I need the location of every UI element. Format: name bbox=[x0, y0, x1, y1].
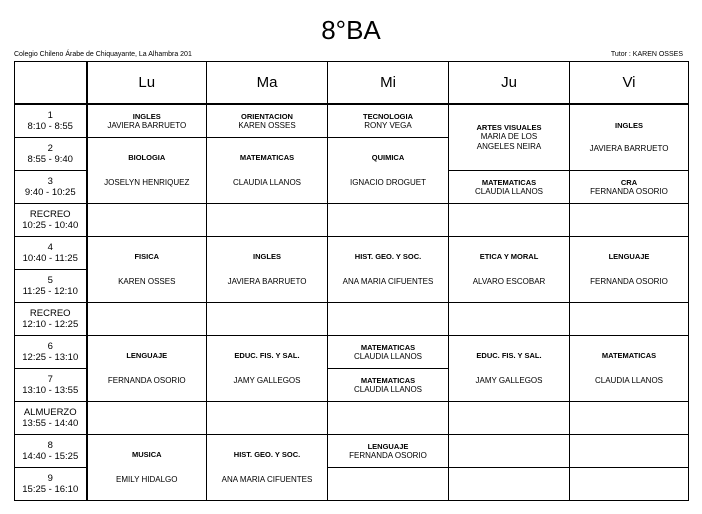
class-cell bbox=[207, 237, 328, 303]
block-time: 9:40 - 10:25 bbox=[24, 187, 76, 198]
teacher-label: JAMY GALLEGOS bbox=[233, 376, 301, 385]
subject-label: LENGUAJE bbox=[608, 252, 650, 261]
teacher-label: ALVARO ESCOBAR bbox=[472, 277, 546, 286]
subject-label: MUSICA bbox=[131, 450, 162, 459]
block-time: 15:25 - 16:10 bbox=[22, 484, 79, 495]
header-row bbox=[15, 62, 689, 105]
class-cell bbox=[570, 171, 689, 204]
class-cell bbox=[328, 336, 449, 369]
subject-label: HIST. GEO. Y SOC. bbox=[354, 252, 422, 261]
empty-cell bbox=[207, 303, 328, 336]
class-cell bbox=[328, 104, 449, 138]
teacher-label: KAREN OSSES bbox=[238, 120, 296, 130]
block-time: 10:25 - 10:40 bbox=[22, 220, 79, 231]
subject-label: QUIMICA bbox=[371, 153, 405, 162]
schedule-table bbox=[14, 61, 689, 501]
class-cell bbox=[87, 336, 207, 402]
class-cell bbox=[449, 171, 570, 204]
subject-label: MATEMATICAS bbox=[239, 153, 295, 162]
teacher-label: FERNANDA OSORIO bbox=[590, 186, 668, 196]
break-label: RECREO bbox=[29, 308, 71, 319]
empty-cell bbox=[449, 204, 570, 237]
teacher-label: ANA MARIA CIFUENTES bbox=[221, 475, 313, 484]
break-label: RECREO bbox=[29, 209, 71, 220]
subject-label: BIOLOGIA bbox=[128, 153, 166, 162]
block-number: 6 bbox=[47, 341, 53, 352]
empty-cell bbox=[328, 468, 449, 501]
table-row bbox=[15, 303, 689, 336]
empty-cell bbox=[87, 402, 207, 435]
subject-label: MATEMATICAS bbox=[360, 342, 416, 352]
block-number: 7 bbox=[47, 374, 53, 385]
empty-cell bbox=[87, 303, 207, 336]
teacher-label: FERNANDA OSORIO bbox=[590, 277, 668, 286]
block-time: 10:40 - 11:25 bbox=[22, 253, 78, 264]
tutor-name: Tutor : KAREN OSSES bbox=[610, 51, 683, 58]
block-number: 9 bbox=[47, 473, 53, 484]
subject-label: EDUC. FIS. Y SAL. bbox=[476, 351, 542, 360]
empty-cell bbox=[207, 402, 328, 435]
table-row bbox=[15, 237, 689, 270]
block-time: 11:25 - 12:10 bbox=[22, 286, 78, 297]
day-header-vi: Vi bbox=[570, 62, 689, 105]
subject-label: CRA bbox=[620, 177, 638, 187]
block-time: 8:55 - 9:40 bbox=[27, 154, 73, 165]
teacher-label: ANA MARIA CIFUENTES bbox=[342, 277, 434, 286]
teacher-label: MARIA DE LOS ANGELES NEIRA bbox=[476, 132, 542, 151]
school-name: Colegio Chileno Árabe de Chiquayante, La Alhambra 201 bbox=[14, 51, 192, 58]
teacher-label: FERNANDA OSORIO bbox=[349, 450, 427, 460]
time-cell bbox=[15, 435, 87, 468]
teacher-label: JOSELYN HENRIQUEZ bbox=[104, 178, 190, 187]
subject-label: LENGUAJE bbox=[126, 351, 168, 360]
teacher-label: JAMY GALLEGOS bbox=[475, 376, 543, 385]
class-cell bbox=[328, 138, 449, 204]
break-label: ALMUERZO bbox=[23, 407, 77, 418]
teacher-label: JAVIERA BARRUETO bbox=[589, 144, 669, 153]
subject-label: INGLES bbox=[253, 252, 281, 261]
empty-cell bbox=[207, 204, 328, 237]
empty-cell bbox=[449, 402, 570, 435]
class-cell bbox=[449, 237, 570, 303]
subject-label: ORIENTACION bbox=[241, 111, 293, 121]
block-time: 12:25 - 13:10 bbox=[22, 352, 79, 363]
time-cell bbox=[15, 104, 87, 138]
class-cell bbox=[449, 336, 570, 402]
teacher-label: CLAUDIA LLANOS bbox=[353, 351, 423, 361]
class-cell bbox=[207, 435, 328, 501]
empty-cell bbox=[328, 402, 449, 435]
subject-label: ETICA Y MORAL bbox=[479, 252, 539, 261]
class-cell bbox=[570, 237, 689, 303]
block-number: 5 bbox=[47, 275, 53, 286]
time-cell bbox=[15, 303, 87, 336]
teacher-label: CLAUDIA LLANOS bbox=[474, 186, 544, 196]
time-cell bbox=[15, 237, 87, 270]
time-cell bbox=[15, 369, 87, 402]
table-row bbox=[15, 336, 689, 369]
subject-label: TECNOLOGIA bbox=[363, 111, 413, 121]
block-time: 13:10 - 13:55 bbox=[22, 385, 79, 396]
teacher-label: IGNACIO DROGUET bbox=[349, 178, 426, 187]
teacher-label: CLAUDIA LLANOS bbox=[353, 384, 423, 394]
teacher-label: CLAUDIA LLANOS bbox=[232, 178, 302, 187]
subject-label: INGLES bbox=[132, 111, 161, 121]
class-cell bbox=[328, 435, 449, 468]
block-number: 3 bbox=[47, 176, 53, 187]
subject-label: ARTES VISUALES bbox=[476, 123, 542, 132]
time-cell bbox=[15, 204, 87, 237]
class-cell bbox=[87, 237, 207, 303]
teacher-label: RONY VEGA bbox=[364, 120, 412, 130]
class-cell bbox=[328, 369, 449, 402]
empty-cell bbox=[328, 204, 449, 237]
teacher-label: KAREN OSSES bbox=[118, 277, 176, 286]
empty-cell bbox=[570, 303, 689, 336]
time-cell bbox=[15, 138, 87, 171]
time-cell bbox=[15, 171, 87, 204]
subject-label: EDUC. FIS. Y SAL. bbox=[234, 351, 300, 360]
subject-label: MATEMATICAS bbox=[481, 177, 537, 187]
empty-cell bbox=[570, 204, 689, 237]
empty-cell bbox=[449, 435, 570, 468]
class-cell bbox=[570, 336, 689, 402]
class-cell bbox=[207, 336, 328, 402]
subject-label: LENGUAJE bbox=[367, 441, 409, 451]
class-cell bbox=[207, 104, 328, 138]
subject-label: MATEMATICAS bbox=[601, 351, 657, 360]
empty-cell bbox=[570, 468, 689, 501]
class-cell bbox=[328, 237, 449, 303]
empty-cell bbox=[87, 204, 207, 237]
table-row bbox=[15, 204, 689, 237]
subject-label: HIST. GEO. Y SOC. bbox=[233, 450, 301, 459]
class-cell bbox=[87, 435, 207, 501]
subject-label: INGLES bbox=[615, 121, 643, 130]
table-row bbox=[15, 402, 689, 435]
class-cell bbox=[570, 104, 689, 171]
subject-label: FISICA bbox=[134, 252, 160, 261]
subject-label: MATEMATICAS bbox=[360, 375, 416, 385]
time-cell bbox=[15, 336, 87, 369]
empty-cell bbox=[570, 402, 689, 435]
block-number: 2 bbox=[47, 143, 53, 154]
teacher-label: JAVIERA BARRUETO bbox=[227, 277, 307, 286]
block-number: 4 bbox=[47, 242, 53, 253]
schedule-title: 8°BA bbox=[321, 15, 381, 45]
class-cell bbox=[87, 104, 207, 138]
teacher-label: FERNANDA OSORIO bbox=[107, 376, 186, 385]
block-time: 14:40 - 15:25 bbox=[22, 451, 79, 462]
empty-cell bbox=[449, 468, 570, 501]
teacher-label: JAVIERA BARRUETO bbox=[107, 120, 187, 130]
time-cell bbox=[15, 270, 87, 303]
block-time: 12:10 - 12:25 bbox=[22, 319, 79, 330]
day-header-lu: Lu bbox=[87, 62, 207, 105]
day-header-mi: Mi bbox=[328, 62, 449, 105]
block-time: 8:10 - 8:55 bbox=[27, 121, 73, 132]
teacher-label: CLAUDIA LLANOS bbox=[594, 376, 664, 385]
empty-cell bbox=[570, 435, 689, 468]
time-cell bbox=[15, 402, 87, 435]
day-header-ju: Ju bbox=[449, 62, 570, 105]
block-time: 13:55 - 14:40 bbox=[22, 418, 79, 429]
table-row bbox=[15, 104, 689, 138]
block-number: 1 bbox=[47, 110, 53, 121]
teacher-label: EMILY HIDALGO bbox=[116, 475, 178, 484]
class-cell bbox=[87, 138, 207, 204]
class-cell bbox=[207, 138, 328, 204]
table-row bbox=[15, 435, 689, 468]
block-number: 8 bbox=[47, 440, 53, 451]
class-cell bbox=[449, 104, 570, 171]
empty-cell bbox=[449, 303, 570, 336]
time-cell bbox=[15, 468, 87, 501]
day-header-ma: Ma bbox=[207, 62, 328, 105]
empty-cell bbox=[328, 303, 449, 336]
corner-cell bbox=[15, 62, 87, 105]
